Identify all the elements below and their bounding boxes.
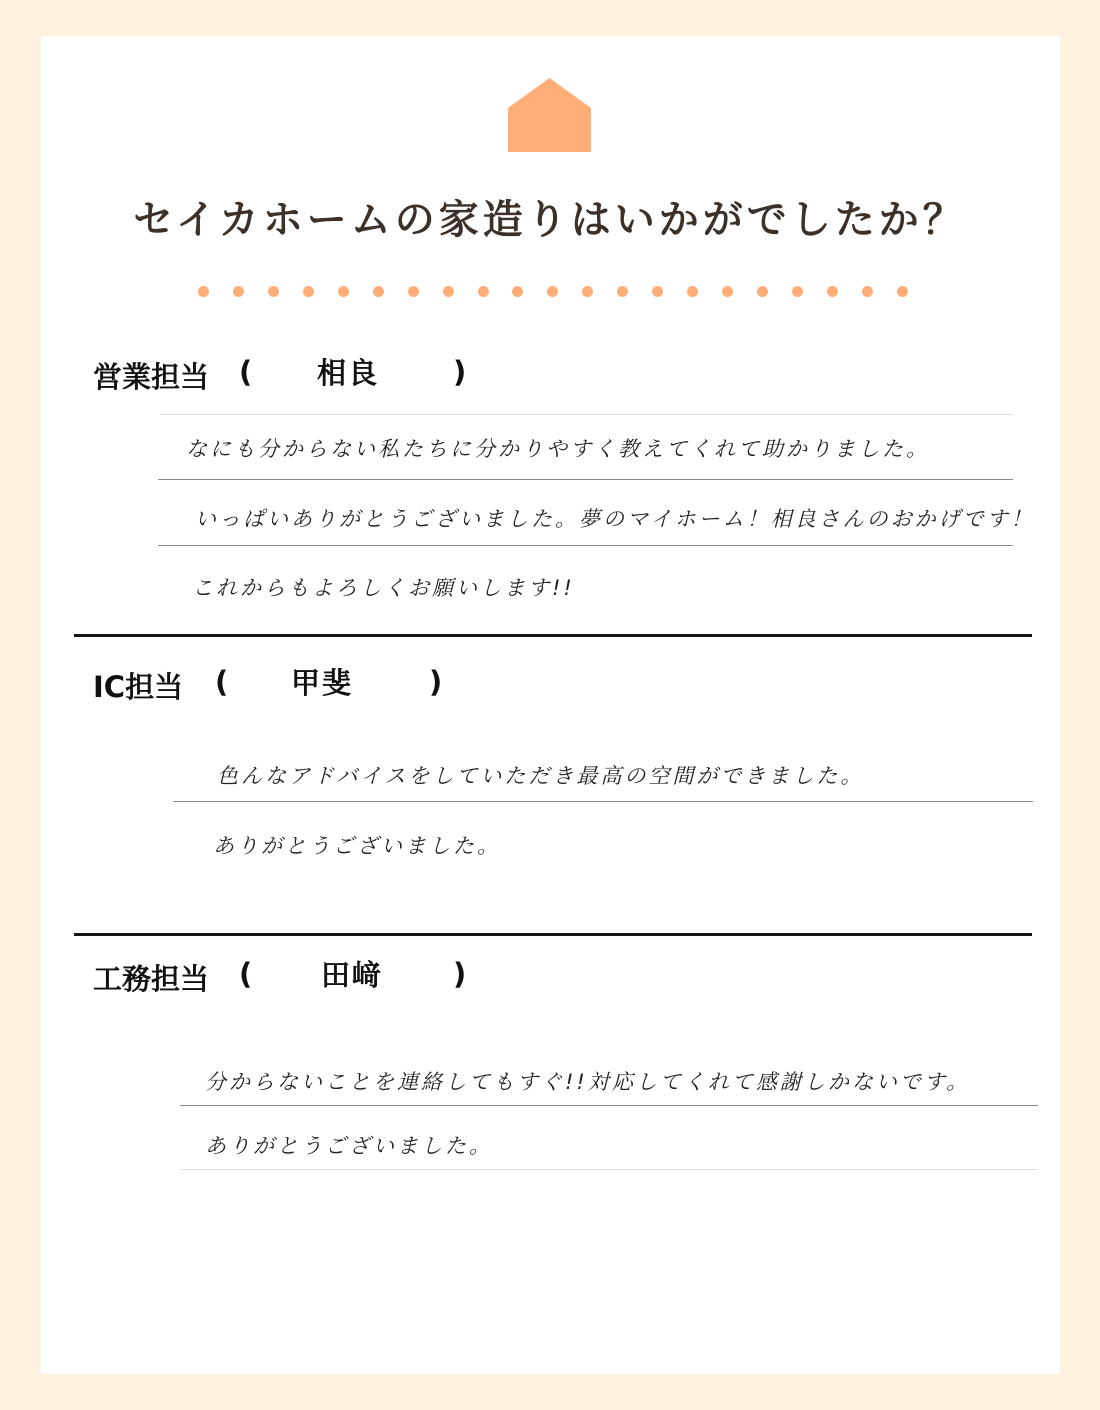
dot <box>827 286 838 297</box>
dot <box>233 286 244 297</box>
writing-line <box>180 1105 1038 1106</box>
dot <box>338 286 349 297</box>
staff-name: 甲斐 <box>291 666 354 700</box>
dot <box>373 286 384 297</box>
open-paren: ( <box>215 665 229 699</box>
handwritten-comment: 分からないことを連絡してもすぐ!!対応してくれて感謝しかないです。 <box>205 1070 971 1094</box>
staff-name: 田﨑 <box>321 958 384 992</box>
staff-name: 相良 <box>317 356 380 390</box>
dot <box>652 286 663 297</box>
dot <box>862 286 873 297</box>
dot <box>757 286 768 297</box>
dot <box>687 286 698 297</box>
dot <box>897 286 908 297</box>
handwritten-comment: これからもよろしくお願いします!! <box>192 576 575 600</box>
open-paren: ( <box>239 957 253 991</box>
handwritten-comment: ありがとうございました。 <box>205 1134 493 1158</box>
handwritten-comment: ありがとうございました。 <box>213 834 501 858</box>
close-paren: ) <box>429 665 443 699</box>
handwritten-comment: いっぱいありがとうございました。夢のマイホーム！相良さんのおかげです！ <box>195 507 1035 531</box>
writing-line <box>158 479 1013 480</box>
dot <box>722 286 733 297</box>
construction-staff-heading <box>93 957 467 998</box>
section-divider <box>74 933 1032 936</box>
writing-line <box>173 801 1033 802</box>
handwritten-comment: 色んなアドバイスをしていただき最高の空間ができました。 <box>217 764 865 788</box>
section-label: IC担当 <box>93 670 184 704</box>
page-title: セイカホームの家造りはいかがでしたか？ <box>133 197 967 243</box>
dot <box>617 286 628 297</box>
dot <box>268 286 279 297</box>
dot <box>443 286 454 297</box>
close-paren: ) <box>453 355 467 389</box>
writing-line <box>158 545 1013 546</box>
ic-staff-heading <box>93 665 443 706</box>
house-icon <box>508 78 591 152</box>
dot <box>303 286 314 297</box>
dot <box>408 286 419 297</box>
handwritten-comment: なにも分からない私たちに分かりやすく教えてくれて助かりました。 <box>186 437 930 461</box>
writing-line <box>160 414 1013 415</box>
dotted-separator <box>198 286 908 298</box>
section-label: 工務担当 <box>93 962 210 996</box>
dot <box>478 286 489 297</box>
sales-staff-heading <box>93 355 467 396</box>
writing-line <box>180 1169 1038 1170</box>
section-divider <box>74 634 1032 637</box>
dot <box>547 286 558 297</box>
dot <box>582 286 593 297</box>
section-label: 営業担当 <box>93 360 210 394</box>
dot <box>512 286 523 297</box>
open-paren: ( <box>239 355 253 389</box>
dot <box>198 286 209 297</box>
close-paren: ) <box>453 957 467 991</box>
dot <box>792 286 803 297</box>
